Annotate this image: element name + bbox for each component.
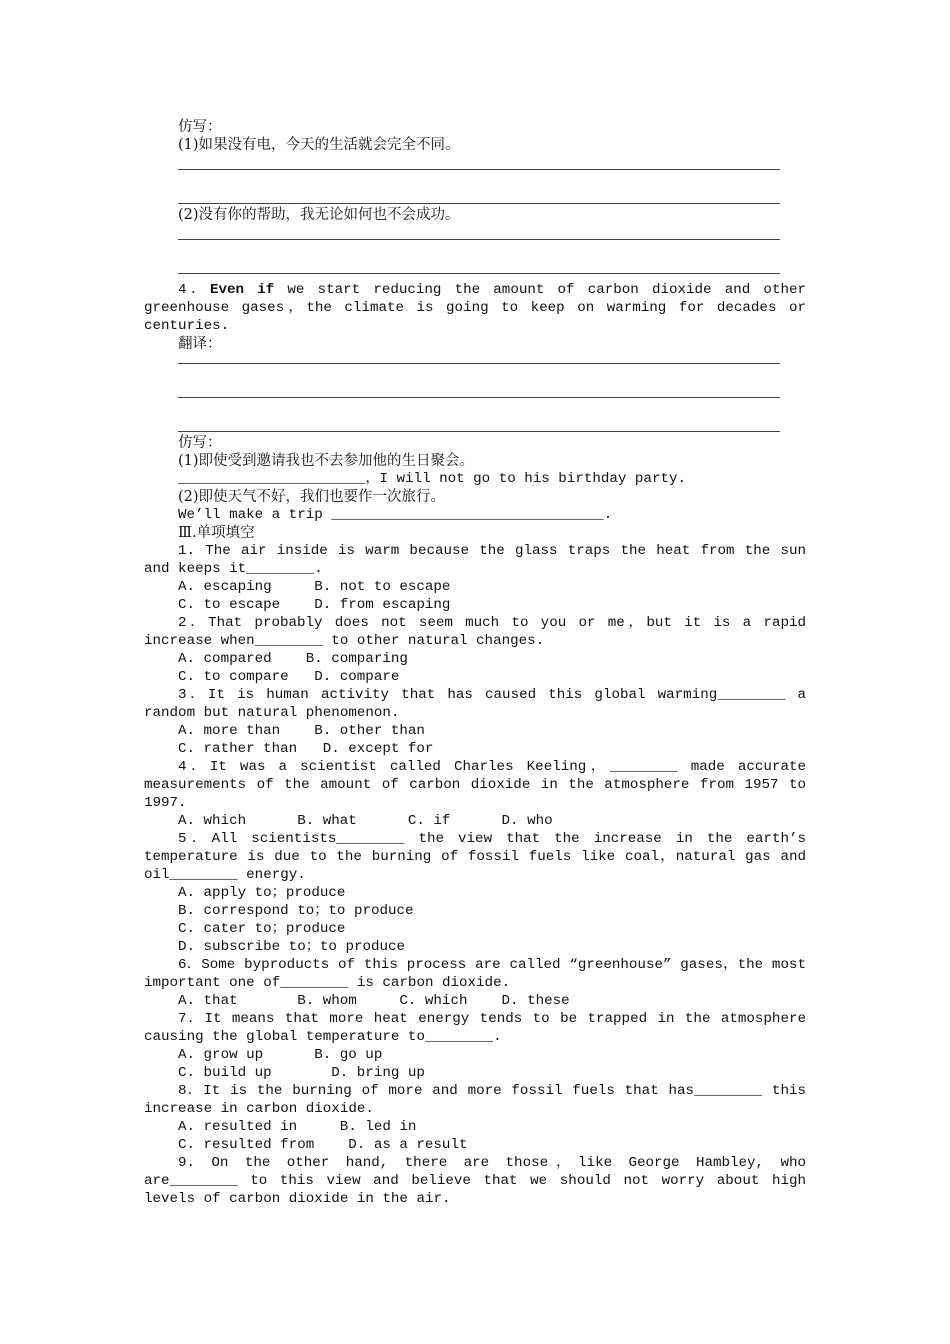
answer-options[interactable]: C. to compare D. compare <box>178 669 400 685</box>
answer-options[interactable]: A. grow up B. go up <box>178 1047 383 1063</box>
question-stem: 4．It was a scientist called Charles Keeling，________ made accurate measurements of the amount of carbon dioxide in the atmosphere from 1957 to 1997. <box>144 759 806 811</box>
question-stem: 3．It is human activity that has caused this global warming________ a random but natural phenomenon. <box>144 687 806 721</box>
answer-options[interactable]: A. resulted in B. led in <box>178 1119 417 1135</box>
imitation-sentence-2: (2)即使天气不好，我们也要作一次旅行。 <box>178 489 446 505</box>
answer-options[interactable]: A. compared B. comparing <box>178 651 408 667</box>
answer-options[interactable]: B. correspond to；to produce <box>178 903 414 919</box>
answer-line[interactable] <box>178 364 780 398</box>
question-stem: 6．Some byproducts of this process are called “greenhouse” gases，the most important one of________ is carbon dioxide. <box>144 957 806 991</box>
imitation-sentence-2: (2)没有你的帮助，我无论如何也不会成功。 <box>178 207 460 223</box>
answer-options[interactable]: A. apply to；produce <box>178 885 346 901</box>
answer-options[interactable]: C. to escape D. from escaping <box>178 597 451 613</box>
section-title: Ⅲ.单项填空 <box>178 525 255 541</box>
answer-line[interactable] <box>178 170 780 204</box>
sentence-4 <box>144 281 806 335</box>
sentence-number: 4． <box>178 282 210 298</box>
answer-line[interactable] <box>178 154 780 170</box>
answer-line[interactable] <box>178 398 780 432</box>
question-stem: 2．That probably does not seem much to you or me，but it is a rapid increase when________ to other natural changes. <box>144 615 806 649</box>
imitation-label: 仿写： <box>178 435 222 451</box>
answer-line[interactable] <box>178 353 780 364</box>
translation-label: 翻译： <box>178 336 222 352</box>
question-stem: 8．It is the burning of more and more fossil fuels that has________ this increase in carbon dioxide. <box>144 1083 806 1117</box>
answer-line[interactable] <box>178 224 780 240</box>
question-stem: 7．It means that more heat energy tends to be trapped in the atmosphere causing the global temperature to________. <box>144 1011 806 1045</box>
sentence-text: we start reducing the amount of carbon dioxide and other greenhouse gases，the climate is going to keep on warming for decades or centuries. <box>144 282 806 334</box>
keyword: Even if <box>210 282 275 298</box>
question-stem: 9. On the other hand, there are those，like George Hambley, who are________ to this view and believe that we should not worry about high levels of carbon dioxide in the air. <box>144 1155 806 1207</box>
imitation-sentence-1: (1)如果没有电，今天的生活就会完全不同。 <box>178 137 460 153</box>
answer-line[interactable] <box>178 240 780 274</box>
answer-options[interactable]: A. escaping B. not to escape <box>178 579 451 595</box>
imitation-answer-1: ______________________，I will not go to his birthday party. <box>178 471 686 487</box>
question-list <box>144 542 806 1208</box>
question-stem: 1. The air inside is warm because the glass traps the heat from the sun and keeps it________. <box>144 543 806 577</box>
answer-options[interactable]: A. more than B. other than <box>178 723 425 739</box>
imitation-label: 仿写： <box>178 119 222 135</box>
imitation-sentence-1: (1)即使受到邀请我也不去参加他的生日聚会。 <box>178 453 475 469</box>
answer-options[interactable]: C. cater to；produce <box>178 921 346 937</box>
imitation-answer-2: We’ll make a trip ________________________________. <box>178 507 613 523</box>
document-page <box>144 118 806 1208</box>
answer-options[interactable]: C. rather than D. except for <box>178 741 434 757</box>
blank[interactable]: ______________________ <box>178 471 366 487</box>
answer-options[interactable]: C. resulted from D. as a result <box>178 1137 468 1153</box>
answer-options[interactable]: D. subscribe to；to produce <box>178 939 406 955</box>
answer-options[interactable]: A. which B. what C. if D. who <box>178 813 553 829</box>
question-stem: 5．All scientists________ the view that the increase in the earth’s temperature is due to the burning of fossil fuels like coal，natural gas and oil________ energy. <box>144 831 806 883</box>
answer-options[interactable]: C. build up D. bring up <box>178 1065 425 1081</box>
answer-options[interactable]: A. that B. whom C. which D. these <box>178 993 570 1009</box>
